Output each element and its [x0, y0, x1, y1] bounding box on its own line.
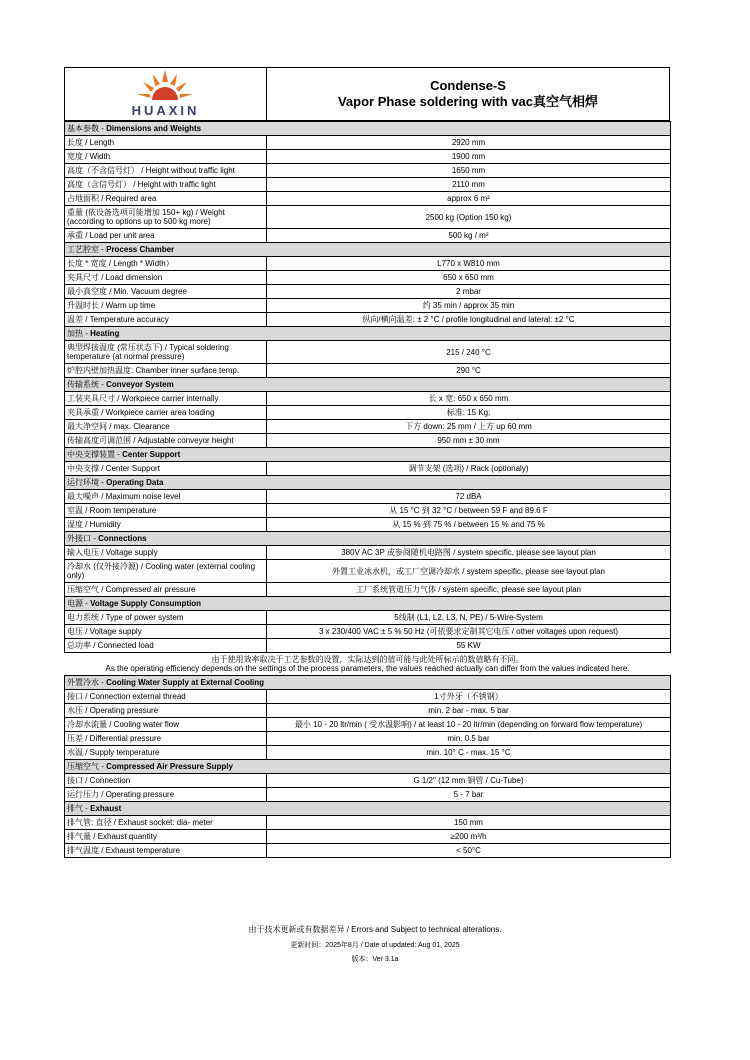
spec-label: 水压 / Operating pressure [65, 704, 267, 718]
section-title-cn: 基本参数 - [67, 124, 107, 133]
spec-row [65, 420, 671, 434]
spec-value: 950 mm ± 30 mm [267, 434, 671, 448]
section-title [65, 122, 671, 136]
section-title-en: Connections [98, 534, 147, 543]
spec-row [65, 490, 671, 504]
section-title-en: Center Support [122, 450, 181, 459]
spec-row [65, 639, 671, 653]
spec-label: 压缩空气 / Compressed air pressure [65, 583, 267, 597]
note-cell [65, 653, 671, 676]
spec-value: 从 15 °C 到 32 °C / between 59 F and 89.6 F [267, 504, 671, 518]
section-title [65, 760, 671, 774]
section-title [65, 243, 671, 257]
section-title [65, 378, 671, 392]
section-header [65, 122, 671, 136]
title-block [267, 68, 669, 120]
section-title-en: Heating [90, 329, 120, 338]
spec-row [65, 164, 671, 178]
section-title-cn: 压缩空气 - [67, 762, 107, 771]
spec-label: 长度 * 宽度 / Length * Width） [65, 257, 267, 271]
spec-row [65, 406, 671, 420]
spec-value: 1寸外牙（不锈钢） [267, 690, 671, 704]
spec-row [65, 313, 671, 327]
section-title [65, 448, 671, 462]
spec-label: 电力系统 / Type of power system [65, 611, 267, 625]
spec-row [65, 150, 671, 164]
section-title [65, 532, 671, 546]
spec-row [65, 341, 671, 364]
spec-label: 传输高度可调范围 / Adjustable conveyor height [65, 434, 267, 448]
section-header [65, 476, 671, 490]
spec-value: min. 2 bar - max. 5 bar [267, 704, 671, 718]
spec-value: 外置工业冰水机，或工厂空调冷却水 / system specific, please see layout plan [267, 560, 671, 583]
spec-table [64, 121, 671, 858]
spec-label: 承重 / Load per unit area [65, 229, 267, 243]
spec-value: 约 35 min / approx 35 min [267, 299, 671, 313]
spec-label: 排气管: 直径 / Exhaust socket: dia- meter [65, 816, 267, 830]
spec-value: 5线制 (L1, L2, L3, N, PE) / 5-Wire-System [267, 611, 671, 625]
spec-value: 工厂系统管道压力气体 / system specific, please see layout plan [267, 583, 671, 597]
spec-row [65, 462, 671, 476]
spec-label: 水温 / Supply temperature [65, 746, 267, 760]
spec-label: 中央支撑 / Center Support [65, 462, 267, 476]
spec-label: 高度（含信号灯） / Height with traffic light [65, 178, 267, 192]
section-header [65, 243, 671, 257]
spec-value: 650 x 650 mm [267, 271, 671, 285]
spec-value: min. 0.5 bar [267, 732, 671, 746]
spec-label: 最大噪声 / Maximum noise level [65, 490, 267, 504]
spec-row [65, 788, 671, 802]
spec-row [65, 136, 671, 150]
section-title-en: Process Chamber [106, 245, 175, 254]
spec-row [65, 830, 671, 844]
spec-label: 炉腔内壁加热温度: Chamber inner surface temp. [65, 364, 267, 378]
spec-value: 150 mm [267, 816, 671, 830]
spec-value: 380V AC 3P 或参阅随机电路图 / system specific, please see layout plan [267, 546, 671, 560]
spec-row [65, 704, 671, 718]
section-title-cn: 排气 - [67, 804, 91, 813]
spec-label: 室温 / Room temperature [65, 504, 267, 518]
spec-label: 夹具尺寸 / Load dimension [65, 271, 267, 285]
spec-value: 最小 10 - 20 ltr/min ( 受水温影响) / at least 10 - 20 ltr/min (depending on forward flow temperature) [267, 718, 671, 732]
note-en: As the operating efficiency depends on the settings of the process parameters, the values reached actually can differ from the values indicated here. [105, 664, 630, 673]
spec-row [65, 434, 671, 448]
spec-row [65, 271, 671, 285]
spec-row [65, 690, 671, 704]
section-header [65, 760, 671, 774]
logo [65, 68, 267, 120]
spec-value: 1900 mm [267, 150, 671, 164]
section-title-en: Exhaust [90, 804, 122, 813]
spec-value: 标准: 15 Kg; [267, 406, 671, 420]
spec-value: ≥200 m³/h [267, 830, 671, 844]
spec-value: 215 / 240 °C [267, 341, 671, 364]
spec-label: 冷却水 (仅外接冷源) / Cooling water (external cooling only) [65, 560, 267, 583]
spec-value: 长 x 宽: 650 x 650 mm [267, 392, 671, 406]
spec-label: 排气量 / Exhaust quantity [65, 830, 267, 844]
spec-label: 电压 / Voltage supply [65, 625, 267, 639]
section-header [65, 676, 671, 690]
spec-row [65, 192, 671, 206]
spec-row [65, 611, 671, 625]
section-header [65, 802, 671, 816]
spec-value: 55 KW [267, 639, 671, 653]
spec-label: 工装夹具尺寸 / Workpiece carrier internally [65, 392, 267, 406]
spec-value: 500 kg / m² [267, 229, 671, 243]
spec-row [65, 392, 671, 406]
spec-row [65, 518, 671, 532]
section-header [65, 327, 671, 341]
spec-row [65, 257, 671, 271]
spec-value: 从 15 % 到 75 % / between 15 % and 75 % [267, 518, 671, 532]
spec-label: 压差 / Differential pressure [65, 732, 267, 746]
spec-label: 最小真空度 / Min. Vacuum degree [65, 285, 267, 299]
spec-row [65, 816, 671, 830]
spec-label: 温差 / Temperature accuracy [65, 313, 267, 327]
spec-value: min. 10° C - max. 15 °C [267, 746, 671, 760]
spec-value: 纵向/横向温差: ± 2 °C / profile longitudinal and lateral: ±2 °C [267, 313, 671, 327]
section-title [65, 802, 671, 816]
spec-label: 冷却水流量 / Cooling water flow [65, 718, 267, 732]
footer-date: 更新时间：2025年8月 / Date of updated: Aug 01, 2025 [290, 942, 460, 949]
spec-row [65, 774, 671, 788]
section-title-en: Conveyor System [106, 380, 174, 389]
spec-row [65, 746, 671, 760]
section-title [65, 476, 671, 490]
spec-label: 占地面积 / Required area [65, 192, 267, 206]
section-title-cn: 运行环境 - [67, 478, 107, 487]
section-header [65, 378, 671, 392]
spec-row [65, 732, 671, 746]
spec-row [65, 178, 671, 192]
section-title-cn: 加热 - [67, 329, 91, 338]
section-header [65, 597, 671, 611]
spec-row [65, 625, 671, 639]
spec-value: 2500 kg (Option 150 kg) [267, 206, 671, 229]
spec-label: 高度（不含信号灯） / Height without traffic light [65, 164, 267, 178]
spec-label: 总功率 / Connected load [65, 639, 267, 653]
spec-value: < 50°C [267, 844, 671, 858]
sun-logo-icon [133, 70, 197, 106]
spec-label: 长度 / Length [65, 136, 267, 150]
footer-errors: 由于技术更新或有数据差异 / Errors and Subject to technical alterations. [248, 925, 502, 934]
spec-value: approx 6 m² [267, 192, 671, 206]
spec-value: 2920 mm [267, 136, 671, 150]
spec-value: 2110 mm [267, 178, 671, 192]
spec-row [65, 285, 671, 299]
spec-label: 运行压力 / Operating pressure [65, 788, 267, 802]
spec-value: 1650 mm [267, 164, 671, 178]
spec-row [65, 583, 671, 597]
title-line-1: Condense-S [430, 78, 506, 93]
footer-version: 版本：Ver 3.1a [351, 956, 399, 963]
note-row [65, 653, 671, 676]
spec-row [65, 560, 671, 583]
section-title [65, 676, 671, 690]
note-cn: 由于使用效率取决于工艺参数的设置，实际达到的值可能与此处所标示的数值略有不同。 [211, 655, 524, 664]
title-line-2: Vapor Phase soldering with vac真空气相焊 [337, 94, 599, 109]
section-title-cn: 外接口 - [67, 534, 99, 543]
section-title-cn: 工艺腔室 - [67, 245, 107, 254]
section-title-en: Dimensions and Weights [106, 124, 202, 133]
spec-label: 接口 / Connection external thread [65, 690, 267, 704]
section-title-cn: 传输系统 - [67, 380, 107, 389]
section-header [65, 532, 671, 546]
spec-label: 重量 (依设备选项可能增加 150+ kg) / Weight (according to options up to 500 kg more) [65, 206, 267, 229]
spec-value: 5 - 7 bar [267, 788, 671, 802]
spec-label: 湿度 / Humidity [65, 518, 267, 532]
section-header [65, 448, 671, 462]
spec-row [65, 546, 671, 560]
spec-sheet [64, 67, 670, 858]
spec-label: 宽度 / Width [65, 150, 267, 164]
spec-row [65, 229, 671, 243]
spec-label: 升温时长 / Warm up time [65, 299, 267, 313]
logo-text: HUAXIN [131, 103, 200, 118]
spec-label: 夹具承重 / Workpiece carrier area loading [65, 406, 267, 420]
spec-value: G 1/2" (12 mm 铜管 / Cu-Tube) [267, 774, 671, 788]
header [64, 67, 670, 121]
section-title-en: Cooling Water Supply at External Cooling [106, 678, 265, 687]
section-title [65, 597, 671, 611]
spec-value: 调节支架 (选项) / Rack (optionaly) [267, 462, 671, 476]
section-title-en: Compressed Air Pressure Supply [106, 762, 233, 771]
spec-row [65, 504, 671, 518]
spec-label: 典型焊接温度 (常压状态下) / Typical soldering temperature (at normal pressure) [65, 341, 267, 364]
spec-label: 最大净空间 / max. Clearance [65, 420, 267, 434]
section-title-cn: 电源 - [67, 599, 91, 608]
spec-label: 接口 / Connection [65, 774, 267, 788]
spec-value: 3 x 230/400 VAC ± 5 % 50 Hz (可依要求定制其它电压 / other voltages upon request) [267, 625, 671, 639]
section-title-en: Operating Data [106, 478, 164, 487]
spec-label: 排气温度 / Exhaust temperature [65, 844, 267, 858]
spec-row [65, 299, 671, 313]
spec-row [65, 718, 671, 732]
section-title-cn: 外置冷水 - [67, 678, 107, 687]
spec-value: L770 x W810 mm [267, 257, 671, 271]
spec-row [65, 364, 671, 378]
section-title [65, 327, 671, 341]
spec-value: 2 mbar [267, 285, 671, 299]
spec-value: 290 °C [267, 364, 671, 378]
spec-row [65, 844, 671, 858]
spec-label: 输入电压 / Voltage supply [65, 546, 267, 560]
spec-value: 72 dBA [267, 490, 671, 504]
spec-row [65, 206, 671, 229]
section-title-cn: 中央支撑装置 - [67, 450, 123, 459]
section-title-en: Voltage Supply Consumption [90, 599, 202, 608]
spec-value: 下方 down: 25 mm / 上方 up 60 mm [267, 420, 671, 434]
